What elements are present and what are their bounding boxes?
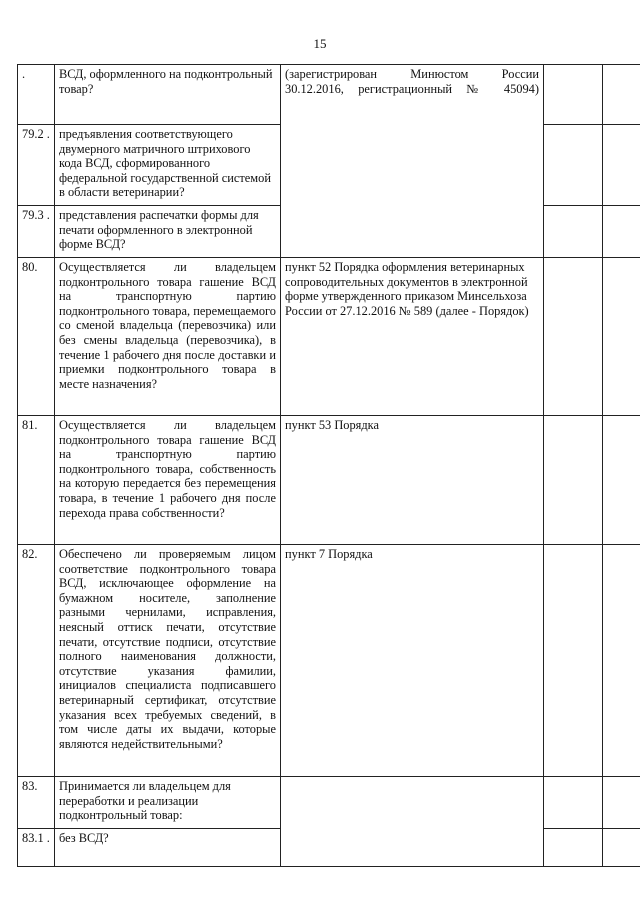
- answer-cell: [544, 125, 603, 206]
- checklist-table: [17, 64, 640, 867]
- legal-reference: пункт 7 Порядка: [281, 545, 544, 777]
- page-number: 15: [313, 36, 327, 51]
- table-row: [18, 777, 640, 829]
- table-row: [18, 258, 640, 416]
- item-number: 81.: [18, 416, 55, 545]
- item-number: 82.: [18, 545, 55, 777]
- question-text: предъявления соответствующего двумерного матричного штрихового кода ВСД, сформированного федеральной государственной системой в области ветеринарии?: [55, 125, 281, 206]
- note-cell: [603, 258, 640, 416]
- item-number: 80.: [18, 258, 55, 416]
- legal-reference: (зарегистрирован Минюстом России 30.12.2016, регистрационный № 45094): [281, 65, 544, 125]
- answer-cell: [544, 258, 603, 416]
- item-number: 79.3 .: [18, 206, 55, 258]
- note-cell: [603, 545, 640, 777]
- table-row: [18, 65, 640, 125]
- answer-cell: [544, 777, 603, 829]
- item-number: 79.2 .: [18, 125, 55, 206]
- note-cell: [603, 206, 640, 258]
- answer-cell: [544, 206, 603, 258]
- legal-reference: [281, 777, 544, 829]
- note-cell: [603, 416, 640, 545]
- answer-cell: [544, 65, 603, 125]
- answer-cell: [544, 829, 603, 867]
- note-cell: [603, 125, 640, 206]
- note-cell: [603, 777, 640, 829]
- question-text: представления распечатки формы для печати оформленного в электронной форме ВСД?: [55, 206, 281, 258]
- table-row: [18, 545, 640, 777]
- note-cell: [603, 829, 640, 867]
- question-text: Принимается ли владельцем для переработки и реализации подконтрольный товар:: [55, 777, 281, 829]
- table-row: [18, 416, 640, 545]
- legal-reference: пункт 53 Порядка: [281, 416, 544, 545]
- question-text: Осуществляется ли владельцем подконтрольного товара гашение ВСД на транспортную партию подконтрольного товара, собственность на которую передается без перемещения товара, в течение 1 рабочего дня после перехода права собственности?: [55, 416, 281, 545]
- legal-reference: [281, 829, 544, 867]
- note-cell: [603, 65, 640, 125]
- answer-cell: [544, 416, 603, 545]
- legal-reference: пункт 52 Порядка оформления ветеринарных сопроводительных документов в электронной форме утвержденного приказом Минсельхоза России от 27.12.2016 № 589 (далее - Порядок): [281, 258, 544, 416]
- question-text: ВСД, оформленного на подконтрольный товар?: [55, 65, 281, 125]
- legal-reference: [281, 206, 544, 258]
- legal-reference: [281, 125, 544, 206]
- item-number: 83.: [18, 777, 55, 829]
- item-number: 83.1 .: [18, 829, 55, 867]
- answer-cell: [544, 545, 603, 777]
- table-row: [18, 125, 640, 206]
- question-text: Обеспечено ли проверяемым лицом соответствие подконтрольного товара ВСД, исключающее оформление на бумажном носителе, заполнение разными чернилами, исправления, неясный оттиск печати, отсутствие печати, отсутствие подписи, отсутствие полного наименования должности, отсутствие указания фамилии, инициалов специалиста подписавшего ветеринарный сертификат, отсутствие указания всех требуемых сведений, в том числе даты их выдачи, которые являются недействительными?: [55, 545, 281, 777]
- question-text: без ВСД?: [55, 829, 281, 867]
- item-number: .: [18, 65, 55, 125]
- table-row: [18, 829, 640, 867]
- question-text: Осуществляется ли владельцем подконтрольного товара гашение ВСД на транспортную партию подконтрольного товара, перемещаемого со сменой владельца (перевозчика) или без смены владельца (перевозчика), в течение 1 рабочего дня после доставки и приемки подконтрольного товара в месте назначения?: [55, 258, 281, 416]
- table-row: [18, 206, 640, 258]
